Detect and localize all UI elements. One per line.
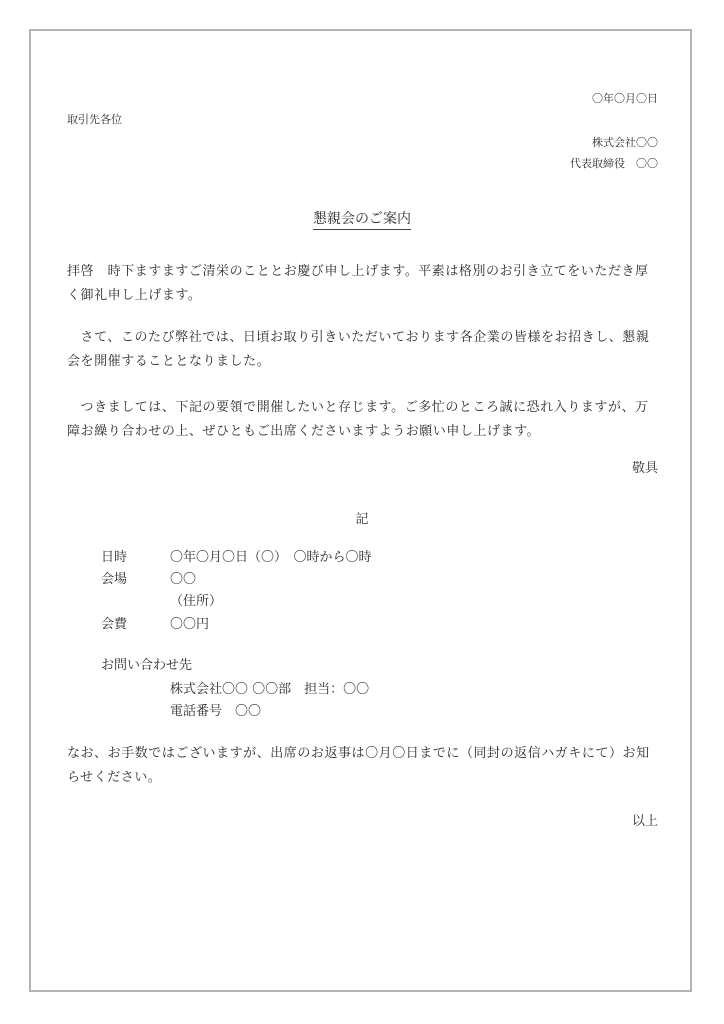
closing-ijou: 以上 xyxy=(631,814,658,829)
contact-company: 株式会社〇〇 〇〇部 担当：〇〇 xyxy=(170,682,370,697)
paragraph-request: つきましては、下記の要領で開催したいと存じます。ご多忙のところ誠に恐れ入りますが、万障お繰り合わせの上、ぜひともご出席くださいますようお願い申し上げます。 xyxy=(67,400,649,439)
contact-phone: 電話番号 〇〇 xyxy=(170,704,262,719)
document-title-row xyxy=(0,210,724,228)
datetime-label: 日時 xyxy=(101,550,128,565)
sender-company: 株式会社〇〇 xyxy=(592,136,658,149)
closing-keigu: 敬具 xyxy=(631,461,658,476)
sender-representative: 代表取締役 〇〇 xyxy=(570,157,658,170)
venue-address: （住所） xyxy=(170,594,223,609)
datetime-value: 〇年〇月〇日（〇） 〇時から〇時 xyxy=(170,550,372,565)
document-title: 懇親会のご案内 xyxy=(313,211,411,230)
paragraph-greeting: 拝啓 時下ますますご清栄のこととお慶び申し上げます。平素は格別のお引き立てをいただき厚く御礼申し上げます。 xyxy=(67,264,649,303)
contact-label: お問い合わせ先 xyxy=(101,658,193,673)
document-date: 〇年〇月〇日 xyxy=(592,92,658,105)
fee-label: 会費 xyxy=(101,617,128,632)
venue-value: 〇〇 xyxy=(170,572,197,587)
fee-value: 〇〇円 xyxy=(170,617,210,632)
addressee: 取引先各位 xyxy=(67,113,122,126)
paragraph-rsvp-note: なお、お手数ではございますが、出席のお返事は〇月〇日までに（同封の返信ハガキにて）お知らせください。 xyxy=(67,746,650,785)
venue-label: 会場 xyxy=(101,572,128,587)
ki-heading: 記 xyxy=(355,512,369,527)
paragraph-announcement: さて、このたび弊社では、日頃お取り引きいただいております各企業の皆様をお招きし、懇親会を開催することとなりました。 xyxy=(67,330,650,369)
